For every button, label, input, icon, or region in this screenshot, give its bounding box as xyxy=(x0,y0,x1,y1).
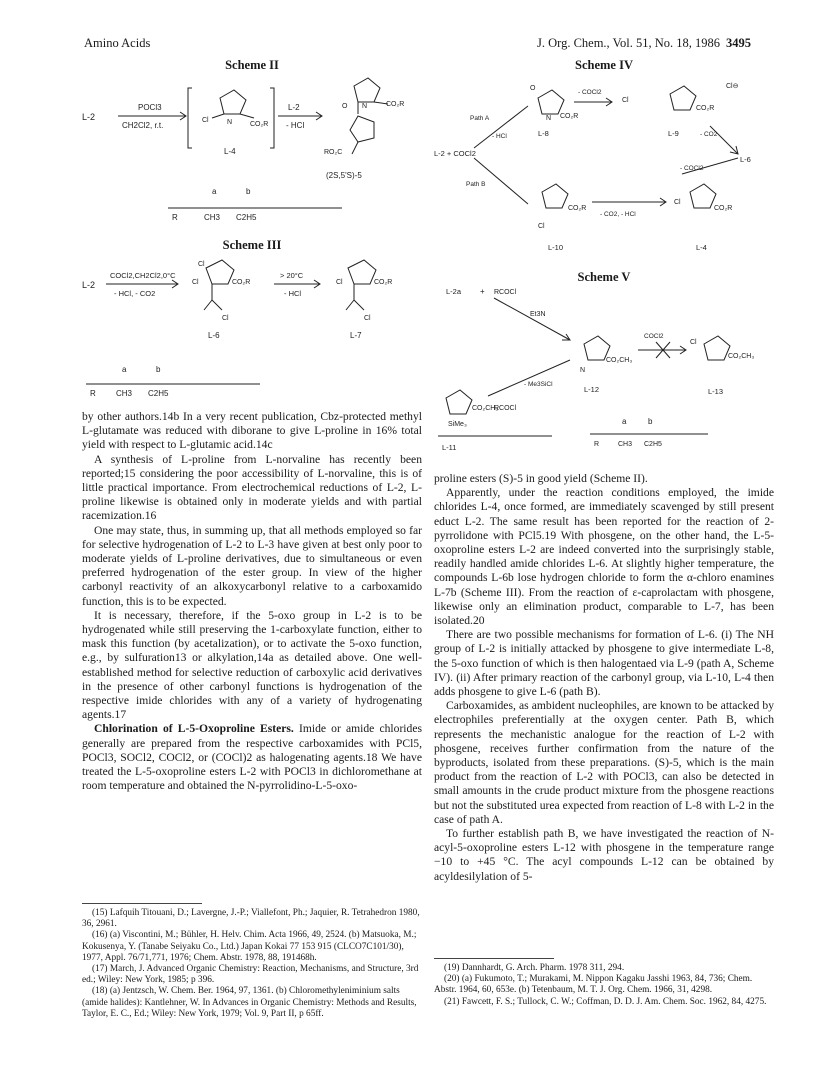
scheme-2-step2-top: L-2 xyxy=(288,103,300,112)
scheme-4-diagram xyxy=(434,74,784,260)
footnote-20: (20) (a) Fukumoto, T.; Murakami, M. Nippon Kagaku Jasshi 1963, 84, 736; Chem. Abstr. 1964, 60, 653e. (b) Tetenbaum, M. T. J. Org. Chem. 1966, 31, 4298. xyxy=(434,974,753,996)
scheme-3-mid: L-6 xyxy=(208,331,220,340)
scheme-5-plus-rcocl: RCOCl xyxy=(494,405,517,412)
scheme-4-minus-co2: - CO2 xyxy=(700,131,718,138)
scheme-4-l6: L-6 xyxy=(740,155,751,164)
scheme-3-step2-top: > 20°C xyxy=(280,271,304,280)
svg-text:N: N xyxy=(580,367,586,374)
right-paragraph-4: Carboxamides, as ambident nucleophiles, are known to be attacked by electrophiles preferentially at the oxygen center. Path B, which represents the mechanistic analogue for the reaction of L-2 with phosgene, receives further confirmation from the nature of the byproducts, isolated from these preparations. (S)-5, which is the main product from the reaction of L-2 with POCl3, can also be detected in small amounts in the crude product mixture from the phosgene reactions but not the substituted urea expected from reaction of L-8 with L-2 in the case of path A. xyxy=(434,699,774,826)
svg-text:CO₂CH₃: CO₂CH₃ xyxy=(606,357,633,364)
scheme-5-start: L-2a xyxy=(446,287,462,296)
right-column-text xyxy=(434,472,774,884)
scheme-2-intermediate: L-4 xyxy=(224,147,236,156)
scheme-2-start: L-2 xyxy=(82,112,96,122)
scheme-2-legend-a: a xyxy=(212,187,217,196)
svg-text:Cl: Cl xyxy=(222,315,229,322)
svg-text:CO₂R: CO₂R xyxy=(232,279,251,286)
scheme-5-legend-a: a xyxy=(622,417,627,426)
svg-text:Cl: Cl xyxy=(622,97,629,104)
scheme-5-cocl2: COCl2 xyxy=(644,333,664,340)
running-head-right xyxy=(537,36,751,51)
right-paragraph-1: proline esters (S)-5 in good yield (Scheme II). xyxy=(434,472,648,485)
svg-text:Cl: Cl xyxy=(538,223,545,230)
svg-text:Cl: Cl xyxy=(192,279,199,286)
left-paragraph-5-body: Imide or amide chlorides generally are prepared from the respective carboxamides with PCl5, POCl3, SOCl2, COCl2, or (COCl)2 as halogenating agents.18 We have treated the L-5-oxoproline esters L-2 with POCl3 in dichloromethane at room temperature and obtained the N-pyrrolidino-L-5-oxo- xyxy=(82,722,422,793)
scheme-4-minus-cocl2: - COCl2 xyxy=(578,89,602,96)
svg-text:Cl: Cl xyxy=(690,339,697,346)
svg-text:SiMe₃: SiMe₃ xyxy=(448,421,467,428)
svg-text:Cl: Cl xyxy=(336,279,343,286)
scheme-4-path-b: Path B xyxy=(466,181,486,188)
left-paragraph-4: It is necessary, therefore, if the 5-oxo group in L-2 is to be hydrogenated while still preserving the 1-carboxylate function, either to mask this function (by acetalization), or to activate the 5-oxo function, e.g., by sulfuration13 or alkylation,14a as detailed above. One well-established method for selective reduction of carboxylic acid derivatives in the presence of other carbonyl functions is hydrogenation of the respective imide chlorides with any of a variety of hydrogenating agents.17 xyxy=(82,608,422,722)
scheme-4-l10: L-10 xyxy=(548,243,564,252)
scheme-5-title: Scheme V xyxy=(577,270,631,284)
scheme-2-legend-b: b xyxy=(246,187,251,196)
scheme-2-reagent-top: POCl3 xyxy=(138,103,162,112)
svg-text:CO₂R: CO₂R xyxy=(250,121,269,128)
scheme-3-reagent-bottom: - HCl, - CO2 xyxy=(114,289,156,298)
scheme-2-legend-ch3: CH3 xyxy=(204,213,221,222)
footnote-rule-right xyxy=(434,958,554,959)
svg-text:CO₂R: CO₂R xyxy=(374,279,393,286)
svg-text:Cl: Cl xyxy=(202,117,209,124)
svg-text:Cl: Cl xyxy=(364,315,371,322)
scheme-5-l12: L-12 xyxy=(584,385,600,394)
scheme-5-legend-b: b xyxy=(648,417,653,426)
svg-text:CO₂R: CO₂R xyxy=(696,105,715,112)
left-paragraph-1: by other authors.14b In a very recent publication, Cbz-protected methyl L-glutamate was reduced with diborane to give L-proline in 16% total yield with respect to L-glutamic acid.14c xyxy=(82,410,422,452)
svg-text:O: O xyxy=(530,85,536,92)
footnote-15: (15) Lafquih Titouani, D.; Lavergne, J.-P.; Viallefont, Ph.; Jaquier, R. Tetrahedron 1980, 36, 2961. xyxy=(82,908,420,930)
page-number: 3495 xyxy=(726,36,751,50)
scheme-2-product: (2S,5'S)-5 xyxy=(326,171,362,180)
scheme-2-diagram xyxy=(82,74,422,224)
svg-text:CO₂R: CO₂R xyxy=(714,205,733,212)
svg-text:Cl: Cl xyxy=(198,261,205,268)
right-paragraph-2: Apparently, under the reaction conditions employed, the imide chlorides L-4, once formed, are immediately scavenged by still present educt L-2. The same result has been reported for the reaction of 2-pyrrolidone with PCl5.19 With phosgene, on the other hand, the L-5-oxoproline esters L-2 are indeed converted into the surprisingly stable, readily handled amide chlorides L-6. At slightly higher temperature, the compounds L-6b lose hydrogen chloride to form the α-chloro enamines L-7b (Scheme III). From the reaction of ε-caprolactam with phosgene, likewise only an elimination product, comparable to L-7, has been isolated.20 xyxy=(434,486,774,628)
left-paragraph-2: A synthesis of L-proline from L-norvaline has recently been reported;15 considering the poor accessibility of L-norvaline, this is of little practical importance. From electrochemical reductions of L-2, L-proline likewise is obtained only in moderate yields and with partial racemization.16 xyxy=(82,452,422,523)
svg-text:CO₂R: CO₂R xyxy=(386,101,405,108)
scheme-4-minus-hcl: - HCl xyxy=(492,133,507,140)
footnote-16: (16) (a) Viscontini, M.; Bühler, H. Helv. Chim. Acta 1966, 49, 2524. (b) Matsuoka, M.; Kokusenya, Y. (Tanabe Seiyaku Co., Ltd.) Japan Kokai 77 153 915 (CLCO7C101/30), 1977, Appl. 76/71,771, 1976; Chem. Abstr. 1978, 88, 191468h. xyxy=(82,930,417,963)
scheme-5-diagram xyxy=(434,286,784,466)
svg-text:RO₂C: RO₂C xyxy=(324,149,343,156)
footnotes-right xyxy=(434,963,774,1008)
right-paragraph-3: There are two possible mechanisms for formation of L-6. (i) The NH group of L-2 is initially attacked by phosgene to give intermediate L-8, the 5-oxo function of which is then halogentaed via L-9 (path A, Scheme IV). (ii) After primary reaction of the carbonyl group, via L-10, L-4 then adds phosgene to give L-6 (path B). xyxy=(434,628,774,699)
scheme-3-reagent-top: COCl2,CH2Cl2,0°C xyxy=(110,271,176,280)
scheme-4-title: Scheme IV xyxy=(575,58,633,72)
scheme-4-l4: L-4 xyxy=(696,243,707,252)
section-heading: Chlorination of L-5-Oxoproline Esters. xyxy=(94,722,294,736)
scheme-4-path-a: Path A xyxy=(470,115,490,122)
scheme-2-legend-c2h5: C2H5 xyxy=(236,213,257,222)
scheme-5-legend-r: R xyxy=(594,441,600,448)
right-paragraph-5: To further establish path B, we have investigated the reaction of N-acyl-5-oxoproline esters L-12 with phosgene in the temperature range −10 to +45 °C. The acyl compounds L-12 can be obtained by acyldesilylation of 5- xyxy=(434,827,774,883)
scheme-3-legend-b: b xyxy=(156,365,161,374)
footnote-19: (19) Dannhardt, G. Arch. Pharm. 1978 311, 294. xyxy=(444,963,625,973)
svg-text:N: N xyxy=(227,119,233,126)
scheme-3-legend-ch3: CH3 xyxy=(116,389,133,398)
scheme-5-rcocl: RCOCl xyxy=(494,289,517,296)
footnote-rule-left xyxy=(82,903,202,904)
scheme-2-step2-bottom: - HCl xyxy=(286,121,305,130)
scheme-5-plus: + xyxy=(480,287,485,296)
scheme-5-l11: L-11 xyxy=(442,443,457,452)
scheme-4-start: L-2 + COCl2 xyxy=(434,149,476,158)
svg-text:CO₂R: CO₂R xyxy=(568,205,587,212)
scheme-3-product: L-7 xyxy=(350,331,362,340)
scheme-2-legend-r: R xyxy=(172,213,178,222)
scheme-5-legend-c2h5: C2H5 xyxy=(644,441,662,448)
scheme-4-minus-cocl2-b: - COCl2 xyxy=(680,165,704,172)
scheme-3-legend-c2h5: C2H5 xyxy=(148,389,169,398)
svg-text:CO₂CH₃: CO₂CH₃ xyxy=(728,353,755,360)
svg-text:N: N xyxy=(546,115,552,122)
scheme-2-reagent-bottom: CH2Cl2, r.t. xyxy=(122,121,164,130)
scheme-3-legend-r: R xyxy=(90,389,96,398)
scheme-3-legend-a: a xyxy=(122,365,127,374)
scheme-3-start: L-2 xyxy=(82,280,96,290)
svg-text:Cl: Cl xyxy=(674,199,681,206)
footnote-18: (18) (a) Jentzsch, W. Chem. Ber. 1964, 97, 1361. (b) Chloromethyleniminium salts (amide halides): Kantlehner, W. In Advances in Organic Chemistry: Methods and Results, Taylor, E. C., Ed.; Wiley: New York, 1979; Vol. 9, Part II, p 65ff. xyxy=(82,986,417,1019)
journal-citation: J. Org. Chem., Vol. 51, No. 18, 1986 xyxy=(536,36,720,50)
scheme-3-diagram xyxy=(82,254,422,404)
footnote-21: (21) Fawcett, F. S.; Tullock, C. W.; Coffman, D. D. J. Am. Chem. Soc. 1962, 84, 4275. xyxy=(444,996,767,1007)
left-paragraph-5 xyxy=(82,722,422,793)
scheme-4-l9: L-9 xyxy=(668,129,679,138)
scheme-4-minus-co2-hcl: - CO2, - HCl xyxy=(600,211,636,218)
scheme-3-title: Scheme III xyxy=(222,238,282,252)
running-head-left: Amino Acids xyxy=(84,36,151,50)
svg-text:CO₂R: CO₂R xyxy=(560,113,579,120)
scheme-5-me3sicl: - Me3SiCl xyxy=(524,381,553,388)
scheme-2-title: Scheme II xyxy=(225,58,279,72)
svg-text:N: N xyxy=(362,103,368,110)
left-column-text xyxy=(82,410,422,793)
scheme-5-et3n: Et3N xyxy=(530,311,546,318)
svg-text:O: O xyxy=(342,103,348,110)
scheme-5-l13: L-13 xyxy=(708,387,724,396)
footnote-17: (17) March, J. Advanced Organic Chemistry: Reaction, Mechanisms, and Structure, 3rd ed.; Wiley: New York, 1985; p 396. xyxy=(82,964,419,986)
footnotes-left xyxy=(82,908,422,1020)
scheme-3-step2-bottom: - HCl xyxy=(284,289,302,298)
left-paragraph-3: One may state, thus, in summing up, that all methods employed so far for selective hydrogenation of L-2 to L-3 have given at best only poor to moderate yields of L-proline derivatives, due to simultaneous or even preferred hydrogenation of the ester group. In view of the higher carbonyl reactivity of an alkoxycarbonyl relative to a carboxamido function, this is to be expected. xyxy=(82,523,422,608)
scheme-5-legend-ch3: CH3 xyxy=(618,441,633,448)
svg-text:CO₂CH₃: CO₂CH₃ xyxy=(472,405,499,412)
svg-text:Cl⊖: Cl⊖ xyxy=(726,83,739,90)
scheme-4-l8: L-8 xyxy=(538,129,549,138)
